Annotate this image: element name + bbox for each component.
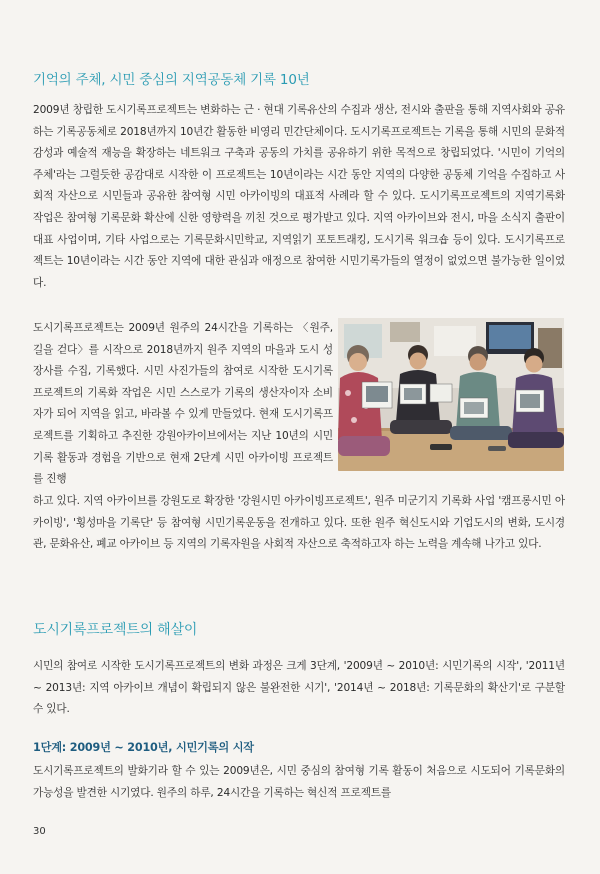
section-heading-project-years: 도시기록프로젝트의 해살이	[33, 622, 198, 638]
paragraph-current-activities: 하고 있다. 지역 아카이브를 강원도로 확장한 '강원시민 아카이빙프로젝트', 원주 미군기지 기록화 사업 '캠프롱시민 아카이빙', '횡성마을 기록단' 등 참여형 시민기록운동을 전개하고 있다. 또한 원주 혁신도시와 기업도시의 변화, 도시경관, 문화유산, 폐교 아카이브 등 지역의 기록자원을 사회적 자산으로 축적하고자 하는 노력을 계속해 나가고 있다.	[33, 495, 565, 551]
paragraph-project-history: 도시기록프로젝트는 2009년 원주의 24시간을 기록하는 〈원주, 길을 걷다〉를 시작으로 2018년까지 원주 지역의 마을과 도시 성장사를 수집, 기록했다. 시민 사진가들의 참여로 시작한 도시기록프로젝트의 기록화 작업은 시민 스스로가 기록의 생산자이자 소비자가 되어 지역을 읽고, 바라볼 수 있게 만들었다. 현재 도시기록프로젝트를 기획하고 추진한 강원아카이브에서는 지난 10년의 시민기록 활동과 경험을 기반으로 현재 2단계 시민 아카이빙 프로젝트를 진행	[33, 322, 333, 486]
paragraph-project-overview: 2009년 창립한 도시기록프로젝트는 변화하는 근 · 현대 기록유산의 수집과 생산, 전시와 출판을 통해 지역사회와 공유하는 기록공동체로 2018년까지 10년간 활동한 비영리 민간단체이다. 도시기록프로젝트는 기록을 통해 시민의 문화적 감성과 예술적 재능을 확장하는 네트워크 구축과 공동의 가치를 공유하기 위한 목적으로 창립되었다. '시민이 기억의 주체'라는 그럴듯한 공감대로 시작한 이 프로젝트는 10년이라는 시간 동안 지역의 다양한 공동체 기억을 수집하고 사회적 자산으로 시민들과 공유한 참여형 시민 아카이빙의 대표적 사례라 할 수 있다. 도시기록프로젝트의 지역기록화 작업은 참여형 기록문화 확산에 신한 영향력을 끼친 것으로 평가받고 있다. 지역 아카이브와 전시, 마을 소식지 출판이 대표 사업이며, 기타 사업으로는 기록문화시민학교, 지역읽기 포토트래킹, 도시기록 워크숍 등이 있다. 도시기록프로젝트는 10년이라는 시간 동안 지역에 대한 관심과 애정으로 참여한 시민기록가들의 열정이 없었으면 불가능한 일이었다.	[33, 104, 565, 289]
photo-elderly-women-holding-photo-books	[338, 318, 564, 471]
section-heading-citizen-records: 기억의 주체, 시민 중심의 지역공동체 기록 10년	[33, 72, 310, 88]
page-number: 30	[33, 826, 46, 837]
paragraph-stage1: 도시기록프로젝트의 발화기라 할 수 있는 2009년은, 시민 중심의 참여형 기록 활동이 처음으로 시도되어 기록문화의 가능성을 발견한 시기였다. 원주의 하루, 24시간을 기록하는 혁신적 프로젝트를	[33, 765, 565, 799]
stage1-subheading: 1단계: 2009년 ~ 2010년, 시민기록의 시작	[33, 741, 254, 754]
paragraph-three-stages: 시민의 참여로 시작한 도시기록프로젝트의 변화 과정은 크게 3단계, '2009년 ~ 2010년: 시민기록의 시작', '2011년 ~ 2013년: 지역 아카이브 개념이 확립되지 않은 불완전한 시기', '2014년 ~ 2018년: 기록문화의 확산기'로 구분할 수 있다.	[33, 660, 565, 716]
